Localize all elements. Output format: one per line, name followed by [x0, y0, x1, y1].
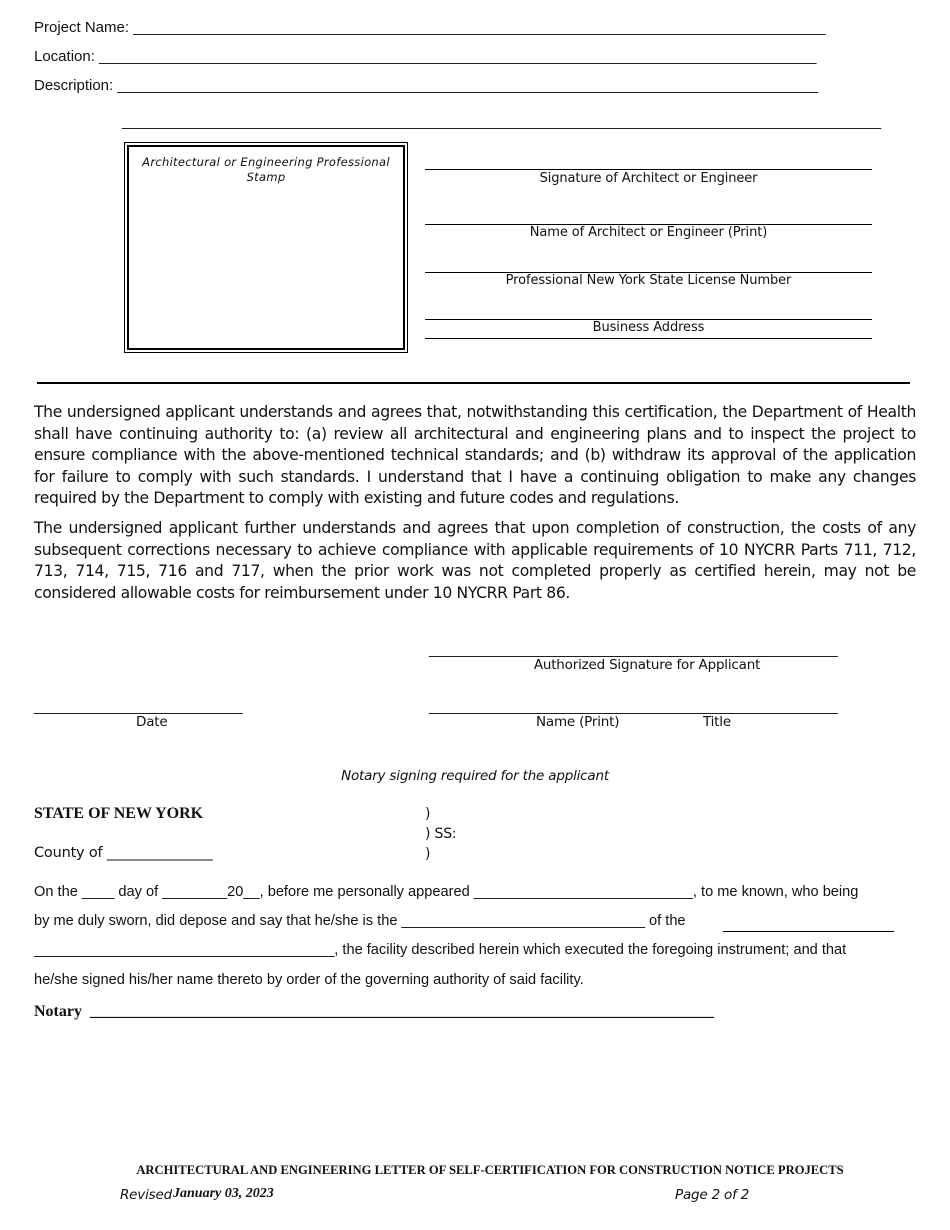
title-label: Title: [703, 714, 731, 730]
professional-stamp-box: [124, 142, 408, 353]
ss-paren-bottom: ): [425, 846, 431, 862]
paragraph-authority: The undersigned applicant understands and agrees that, notwithstanding this certification, the Department of Health shall have continuing authority to: (a) review all architectural and engineering plans and to inspect the project to ensure compliance with the above-mentioned technical standards; and (b) withdraw its approval of the application for failure to comply with such standards. I understand that I have a continuing obligation to make any changes required by the Department to comply with existing and future codes and regulations.: [34, 403, 916, 507]
location-field[interactable]: Location: ______________________________________________________________________________________: [34, 48, 817, 65]
notary-statement-line-4: he/she signed his/her name thereto by order of the governing authority of said facility.: [34, 972, 584, 988]
project-name-field[interactable]: Project Name: ___________________________________________________________________________________: [34, 19, 826, 36]
notary-statement-line-1: On the ____ day of ________20__, before me personally appeared ___________________________, to me known, who being: [34, 884, 859, 900]
date-line[interactable]: _________________________: [34, 698, 243, 715]
of-the-blank-line[interactable]: [723, 931, 894, 932]
description-field[interactable]: Description: ____________________________________________________________________________________: [34, 77, 819, 94]
notary-label: Notary: [34, 1003, 82, 1020]
notary-statement-line-3: _____________________________________, the facility described herein which executed the foregoing instrument; and that: [34, 942, 847, 958]
stamp-inner-border: [127, 145, 405, 350]
notary-statement-line-2: by me duly sworn, did depose and say that he/she is the ______________________________ of the: [34, 913, 686, 929]
state-of-new-york: STATE OF NEW YORK: [34, 805, 204, 822]
architect-name-label: Name of Architect or Engineer (Print): [529, 225, 768, 240]
description-continuation-field[interactable]: ___________________________________________________________________________________________: [122, 113, 882, 130]
ss-label: ) SS:: [425, 826, 457, 842]
ss-paren-top: ): [425, 806, 431, 822]
footer-document-title: ARCHITECTURAL AND ENGINEERING LETTER OF SELF-CERTIFICATION FOR CONSTRUCTION NOTICE PROJECTS: [136, 1163, 844, 1177]
date-label: Date: [136, 714, 168, 730]
business-address-label: Business Address: [592, 320, 705, 335]
paragraph-corrections: The undersigned applicant further understands and agrees that upon completion of construction, the costs of any subsequent corrections necessary to achieve compliance with applicable requirements of 10 NYCRR Parts 711, 712, 713, 714, 715, 716 and 717, when the prior work was not completed properly as certified herein, may not be considered allowable costs for reimbursement under 10 NYCRR Part 86.: [34, 519, 916, 602]
authorized-signature-line[interactable]: _________________________________________________: [429, 641, 838, 658]
notary-required-note: Notary signing required for the applicant: [341, 768, 609, 784]
architect-signature-line[interactable]: [425, 169, 872, 170]
footer-revised-label: Revised: [120, 1187, 172, 1203]
footer-revised-date: January 03, 2023: [173, 1186, 274, 1201]
notary-signature-line[interactable]: ______________________________________________________________________________: [90, 1003, 714, 1020]
footer-page-number: Page 2 of 2: [675, 1187, 750, 1203]
section-divider: [37, 382, 910, 384]
architect-signature-label: Signature of Architect or Engineer: [539, 171, 758, 186]
authorized-signature-label: Authorized Signature for Applicant: [533, 657, 761, 673]
name-print-label: Name (Print): [536, 714, 620, 730]
name-title-line[interactable]: _________________________________________________: [429, 698, 838, 715]
license-number-label: Professional New York State License Number: [505, 273, 792, 288]
stamp-label: Architectural or Engineering Professional Stamp: [142, 155, 390, 184]
business-address-underline: [425, 338, 872, 339]
county-field[interactable]: County of _______________: [34, 845, 213, 861]
